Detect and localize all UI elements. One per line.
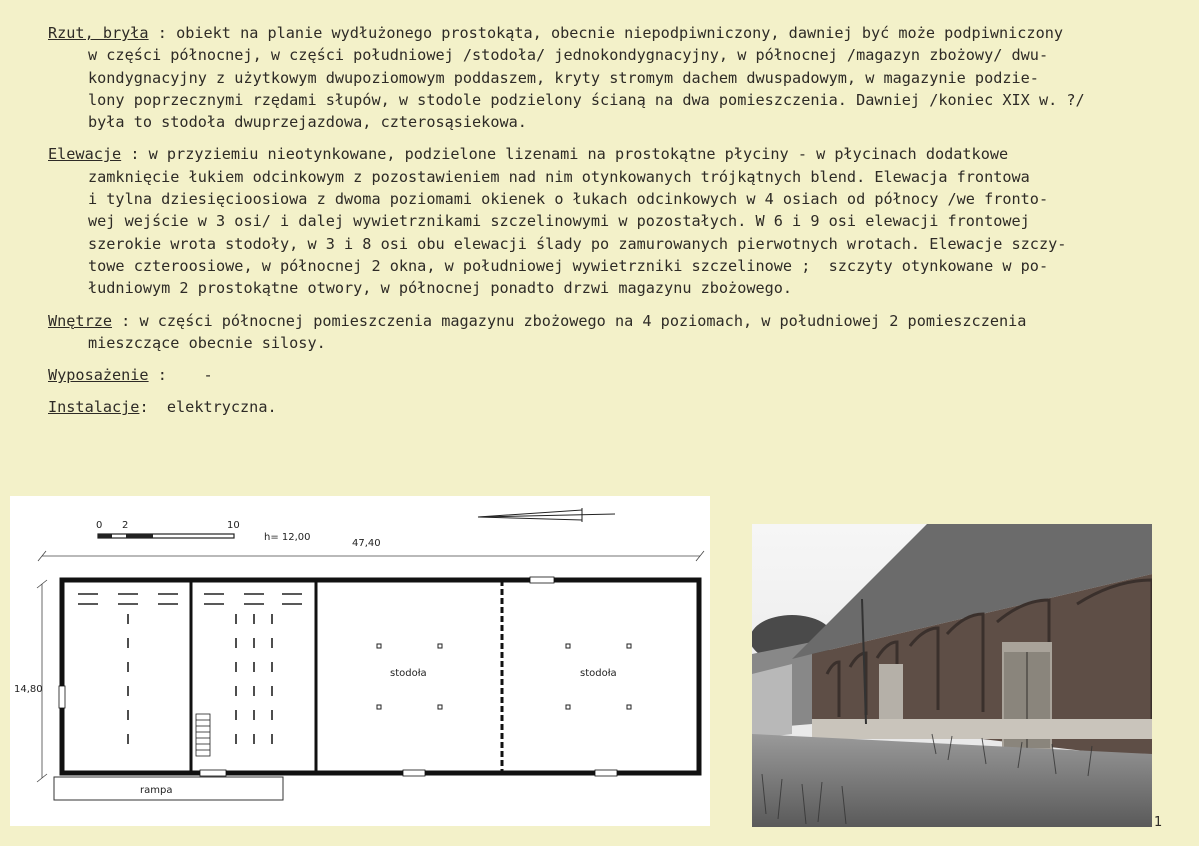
scale-bar <box>96 520 240 538</box>
instalacje-value: elektryczna. <box>166 398 277 417</box>
scale-label-0: 0 <box>96 520 103 531</box>
elewacje-line-6: towe czteroosiowe, w północnej 2 okna, w południowej wywietrzniki szczelinowe ; szczyty otynkowane w po- <box>88 256 1049 275</box>
wnetrze-line-1: w części północnej pomieszczenia magazynu zbożowego na 4 poziomach, w południowej 2 pomieszczenia <box>139 311 1027 330</box>
elewacje-line-1: w przyziemiu nieotynkowane, podzielone lizenami na prostokątne płyciny - w płycinach dodatkowe <box>148 145 1009 164</box>
section-wyposazenie: Wyposażenie : - <box>48 366 213 385</box>
rzut-line-2: w części północnej, w części południowej /stodoła/ jednokondygnacyjny, w północnej /magazyn zbożowy/ dwu- <box>88 46 1049 65</box>
section-wnetrze: Wnętrze : w części północnej pomieszczenia magazynu zbożowego na 4 poziomach, w południowej 2 pomieszczenia mieszczące obecnie silosy. <box>48 310 1178 355</box>
length-label: 47,40 <box>352 538 381 549</box>
partition-walls <box>191 580 502 773</box>
room-label-stodola-2: stodoła <box>580 668 617 679</box>
wall-openings <box>59 577 617 776</box>
elewacje-line-5: szerokie wrota stodoły, w 3 i 8 osi obu elewacji ślady po zamurowanych pierwotnych wrotach. Elewacje szczy- <box>88 234 1067 253</box>
rzut-line-1: obiekt na planie wydłużonego prostokąta, obecnie niepodpiwniczony, dawniej być może podpiwniczony <box>176 24 1063 42</box>
barn-photo-image <box>752 524 1152 827</box>
wnetrze-line-2: mieszczące obecnie silosy. <box>88 333 326 352</box>
rzut-line-3: kondygnacyjny z użytkowym dwupoziomowym poddaszem, kryty stromym dachem dwuspadowym, w magazynie podzie- <box>88 68 1039 87</box>
rampa-label: rampa <box>140 785 173 796</box>
elewacje-line-7: łudniowym 2 prostokątne otwory, w północnej ponadto drzwi magazynu zbożowego. <box>88 279 793 298</box>
page-number: 1 <box>1154 815 1163 830</box>
section-rzut: Rzut, bryła : obiekt na planie wydłużonego prostokąta, obecnie niepodpiwniczony, dawniej być może podpiwniczony w części północnej, w części południowej /stodoła/ jednokondygnacyjny, w północnej /magazyn zbożowy/ dwu- kondygnacyjny z użytkowym dwupoziomowym poddaszem, kryty stromym dachem dwuspadowym, w magazynie podzie- lony poprzecznymi rzędami słupów, w stodole podzielony ścianą na dwa pomieszczenia. Dawniej /koniec XIX w. ?/ była to stodoła dwuprzejazdowa, czterosąsiekowa. <box>48 22 1178 133</box>
rzut-line-5: była to stodoła dwuprzejazdowa, czterosąsiekowa. <box>88 113 527 132</box>
building-photo <box>752 524 1152 827</box>
rzut-label: Rzut, bryła <box>48 24 149 42</box>
floor-plan-drawing <box>10 496 710 826</box>
elewacje-label: Elewacje <box>48 145 122 164</box>
height-label: h= 12,00 <box>264 532 311 543</box>
dimension-lines <box>37 551 704 782</box>
scale-label-10: 10 <box>227 520 240 531</box>
room-label-stodola-1: stodoła <box>390 668 427 679</box>
staircase <box>196 714 210 756</box>
elewacje-line-3: i tylna dziesięcioosiowa z dwoma poziomami okienek o łukach odcinkowych w 4 osiach od północy /we fronto- <box>88 190 1049 209</box>
wyposazenie-value: - <box>203 366 213 385</box>
scale-label-2: 2 <box>122 520 129 531</box>
wyposazenie-label: Wyposażenie <box>48 366 149 385</box>
rzut-line-4: lony poprzecznymi rzędami słupów, w stodole podzielony ścianą na dwa pomieszczenia. Dawniej /koniec XIX w. ?/ <box>88 90 1085 109</box>
elewacje-line-2: zamknięcie łukiem odcinkowym z pozostawieniem nad nim otynkowanych trójkątnych blend. Elewacja frontowa <box>88 167 1030 186</box>
wnetrze-label: Wnętrze <box>48 311 113 330</box>
instalacje-label: Instalacje <box>48 398 140 417</box>
floor-plan <box>10 496 710 826</box>
width-label: 14,80 <box>14 684 43 695</box>
section-instalacje: Instalacje: elektryczna. <box>48 398 277 417</box>
elewacje-line-4: wej wejście w 3 osi/ i dalej wywietrznikami szczelinowymi w pozostałych. W 6 i 9 osi elewacji frontowej <box>88 212 1030 231</box>
section-elewacje: Elewacje : w przyziemiu nieotynkowane, podzielone lizenami na prostokątne płyciny - w płycinach dodatkowe zamknięcie łukiem odcinkowym z pozostawieniem nad nim otynkowanych trójkątnych blend. Elewacja frontowa i tylna dziesięcioosiowa z dwoma poziomami okienek o łukach odcinkowych w 4 osiach od północy /we fronto- wej wejście w 3 osi/ i dalej wywietrznikami szczelinowymi w pozostałych. W 6 i 9 osi elewacji frontowej szerokie wrota stodoły, w 3 i 8 osi obu elewacji ślady po zamurowanych pierwotnych wrotach. Elewacje szczy- towe czteroosiowe, w północnej 2 okna, w południowej wywietrzniki szczelinowe ; szczyty otynkowane w po- łudniowym 2 prostokątne otwory, w północnej ponadto drzwi magazynu zbożowego. <box>48 143 1178 299</box>
north-arrow-icon <box>478 508 615 522</box>
description-text <box>48 22 1178 429</box>
